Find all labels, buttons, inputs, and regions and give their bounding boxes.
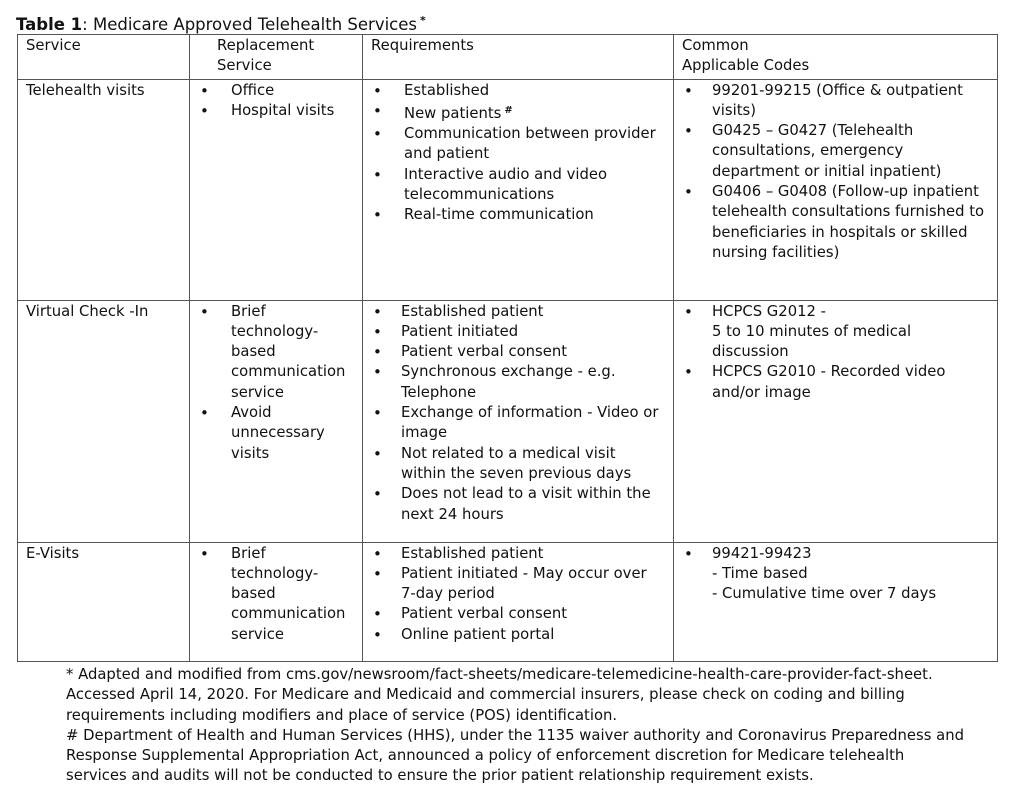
table-caption-label: Table 1 <box>16 15 83 34</box>
requirements-cell <box>363 79 674 300</box>
list-item <box>371 101 665 124</box>
table-caption-marker: * <box>420 14 426 27</box>
code-detail: - Cumulative time over 7 days <box>712 585 937 603</box>
list-item: • G0406 – G0408 (Follow-up inpatient telehealth consultations furnished to beneficiaries in hospitals or skilled nursing facilities) <box>682 182 989 263</box>
list-item: • 99201-99215 (Office & outpatient visits) <box>682 81 989 122</box>
list-item: • Brief technology-based communication service <box>198 302 354 403</box>
header-service: Service <box>18 35 190 80</box>
replacement-cell <box>190 300 363 542</box>
list-item: • Patient initiated - May occur over 7-day period <box>371 564 665 605</box>
table-row <box>18 542 998 661</box>
list-item: • Interactive audio and video telecommunications <box>371 165 665 206</box>
list-item: • Online patient portal <box>371 625 665 645</box>
list-item: • Established patient <box>371 544 665 564</box>
header-replacement-service <box>190 35 363 80</box>
footnote-source: * Adapted and modified from cms.gov/newsroom/fact-sheets/medicare-telemedicine-health-care-provider-fact-sheet. Accessed April 14, 2020. For Medicare and Medicaid and commercial insurers, please check on coding and billing requirements including modifiers and place of service (POS) identification. <box>66 666 933 724</box>
code-title: • HCPCS G2012 - <box>712 302 826 320</box>
requirements-cell <box>363 300 674 542</box>
list-item <box>682 544 989 605</box>
code-detail: - Time based <box>712 564 808 582</box>
list-item: • Office <box>198 81 354 101</box>
list-item: • Established <box>371 81 665 101</box>
table-header-row <box>18 35 998 80</box>
header-replacement-line-2: Service <box>217 57 272 75</box>
codes-cell <box>674 79 998 300</box>
list-item: • HCPCS G2010 - Recorded video and/or image <box>682 362 989 403</box>
header-codes <box>674 35 998 80</box>
list-item: • Established patient <box>371 302 665 322</box>
list-item: • Real-time communication <box>371 205 665 225</box>
list-item: • G0425 – G0427 (Telehealth consultations, emergency department or initial inpatient) <box>682 121 989 182</box>
footnote-marker: # <box>504 104 513 116</box>
requirements-cell <box>363 542 674 661</box>
list-item: • Communication between provider and patient <box>371 124 665 165</box>
replacement-cell <box>190 542 363 661</box>
code-detail: 5 to 10 minutes of medical discussion <box>712 322 912 361</box>
list-item: • Synchronous exchange - e.g. Telephone <box>371 362 665 403</box>
codes-cell <box>674 542 998 661</box>
list-item: • Patient verbal consent <box>371 342 665 362</box>
table-caption-text: : Medicare Approved Telehealth Services <box>82 15 418 34</box>
header-requirements: Requirements <box>363 35 674 80</box>
list-item: • Avoid unnecessary visits <box>198 403 354 464</box>
list-item: • Exchange of information - Video or image <box>371 403 665 444</box>
list-item: • Brief technology-based communication service <box>198 544 354 645</box>
list-item: • Hospital visits <box>198 101 354 121</box>
service-cell: Telehealth visits <box>18 79 190 300</box>
table-row <box>18 300 998 542</box>
header-codes-line-2: Applicable Codes <box>682 57 810 75</box>
footnote-hhs: # Department of Health and Human Services (HHS), under the 1135 waiver authority and Coronavirus Preparedness and Response Supplemental Appropriation Act, announced a policy of enforcement discretion for Medicare telehealth services and audits will not be conducted to ensure the prior patient relationship requirement exists. <box>66 726 964 785</box>
list-item-text: New patients <box>404 104 502 122</box>
table-row <box>18 79 998 300</box>
codes-cell <box>674 300 998 542</box>
replacement-cell <box>190 79 363 300</box>
list-item: • Not related to a medical visit within the seven previous days <box>371 444 665 485</box>
header-replacement-line-1: Replacement <box>217 37 315 54</box>
header-codes-line-1: Common <box>682 37 749 54</box>
telehealth-services-table <box>17 34 998 662</box>
footnotes <box>66 665 966 787</box>
code-title: • 99421-99423 <box>712 544 812 562</box>
list-item: • Does not lead to a visit within the next 24 hours <box>371 484 665 525</box>
service-cell: E-Visits <box>18 542 190 661</box>
service-cell: Virtual Check -In <box>18 300 190 542</box>
list-item <box>682 302 989 363</box>
list-item: • Patient initiated <box>371 322 665 342</box>
list-item: • Patient verbal consent <box>371 604 665 624</box>
table-caption <box>16 10 426 36</box>
